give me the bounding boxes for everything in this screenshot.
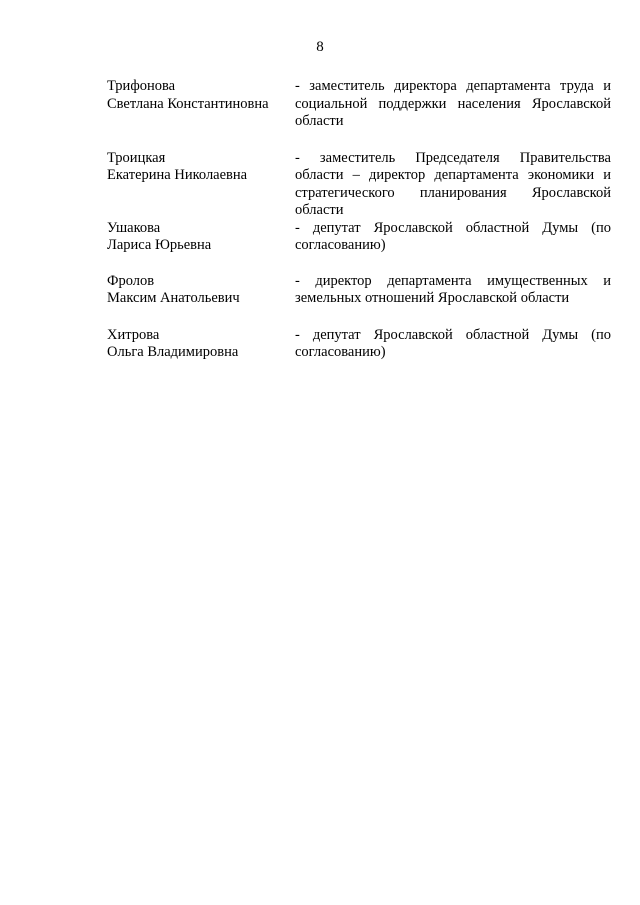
- member-role: - заместитель Председателя Правительства области – директор департамента экономики и стратегического планирования Ярославской области: [295, 149, 611, 218]
- member-given-name: Екатерина Николаевна: [107, 167, 248, 183]
- member-surname: Трифонова: [107, 78, 176, 94]
- member-entry-troitskaya: [107, 150, 611, 220]
- member-role: - депутат Ярославской областной Думы (по согласованию): [295, 219, 611, 253]
- member-entry-frolov: [107, 273, 611, 308]
- members-list: [107, 78, 611, 362]
- member-name: [107, 327, 295, 362]
- member-role: - директор департамента имущественных и земельных отношений Ярославской области: [295, 272, 611, 306]
- member-surname: Ушакова: [107, 219, 161, 236]
- member-entry-ushakova: [107, 220, 611, 255]
- member-name: [107, 78, 295, 131]
- member-surname: Троицкая: [107, 149, 166, 166]
- member-name: [107, 273, 295, 308]
- member-role: - депутат Ярославской областной Думы (по согласованию): [295, 326, 611, 360]
- member-entry-khitrova: [107, 327, 611, 362]
- member-name: [107, 150, 295, 220]
- member-given-name: Максим Анатольевич: [107, 290, 240, 306]
- member-role: - заместитель директора департамента труда и социальной поддержки населения Ярославской области: [295, 78, 611, 129]
- member-surname: Хитрова: [107, 326, 160, 343]
- page-number: 8: [316, 39, 324, 55]
- member-given-name: Ольга Владимировна: [107, 344, 239, 360]
- member-entry-trifonova: [107, 78, 611, 131]
- member-given-name: Светлана Константиновна: [107, 95, 269, 112]
- member-name: [107, 220, 295, 255]
- member-given-name: Лариса Юрьевна: [107, 237, 212, 253]
- member-surname: Фролов: [107, 272, 155, 289]
